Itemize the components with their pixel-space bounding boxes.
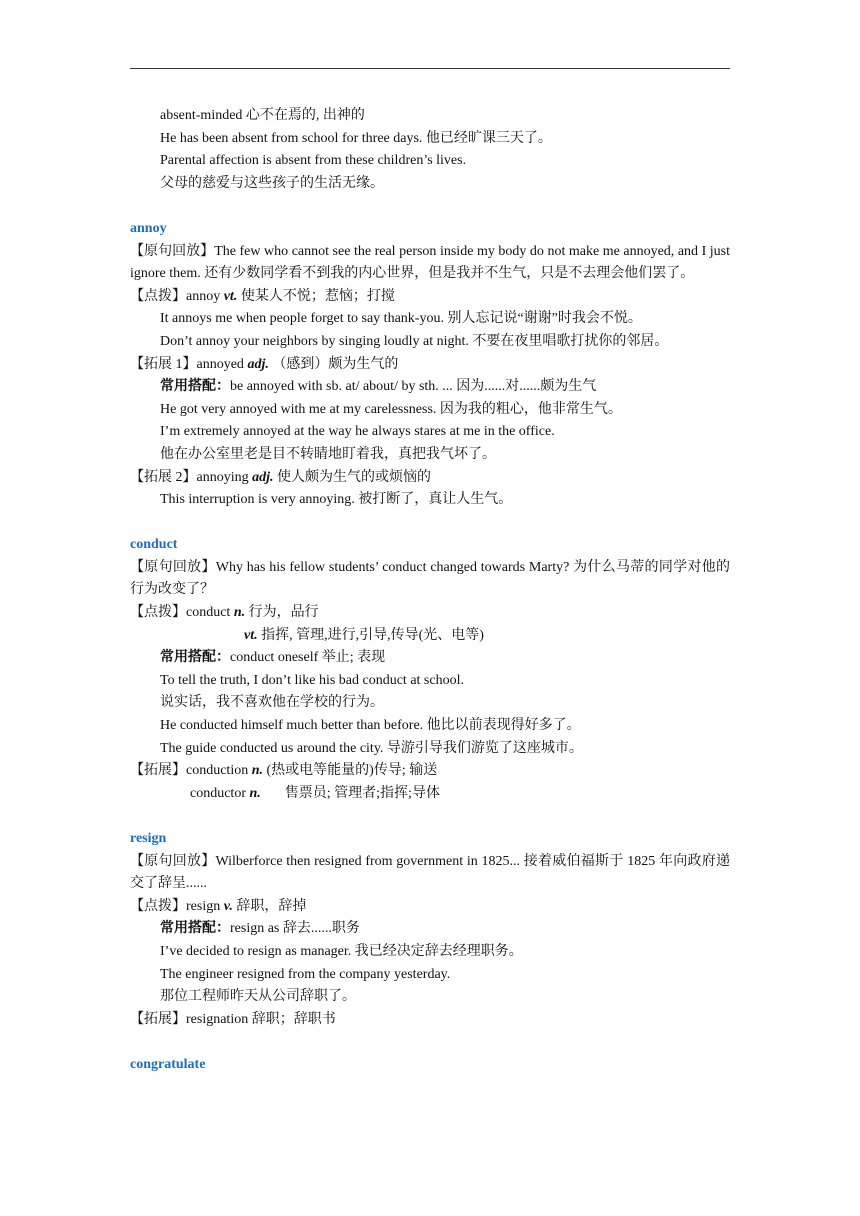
extension-word: conductor [190,785,250,801]
tip-word: annoy [186,288,224,304]
tip-tag: 【点拨】 [130,288,186,304]
extension-tag: 【拓展】 [130,1011,186,1027]
example-sentence: He conducted himself much better than before. 他比以前表现得好多了。 [160,718,581,734]
example-sentence: It annoys me when people forget to say thank-you. 别人忘记说“谢谢”时我会不悦。 [160,311,642,327]
collocation-line [130,376,730,399]
collocation-line [130,918,730,941]
example-sentence: This interruption is very annoying. 被打断了，真让人生气。 [160,492,513,508]
extension-tag: 【拓展】 [130,763,186,779]
example-translation: 那位工程师昨天从公司辞职了。 [160,989,356,1005]
entry-heading-conduct: conduct [130,537,178,553]
part-of-speech: adj. [252,469,274,485]
part-of-speech: vt. [244,627,258,643]
extension-definition: 售票员; 管理者;指挥;导体 [284,785,440,801]
tip-line [130,602,730,625]
tip-tag: 【点拨】 [130,605,186,621]
extension-tag: 【拓展 1】 [130,356,197,372]
example-sentence: He has been absent from school for three days. 他已经旷课三天了。 [160,130,552,146]
part-of-speech: n. [251,763,264,779]
collocation-label: 常用搭配： [160,650,230,666]
collocation-line [130,647,730,670]
original-sentence [130,557,730,602]
example-translation: 父母的慈爱与这些孩子的生活无缘。 [160,175,384,191]
tip-line [130,286,730,309]
extension-definition: 使人颇为生气的或烦恼的 [273,469,431,485]
collocation-text: resign as 辞去......职务 [230,921,360,937]
original-text: Why has his fellow students’ conduct changed towards Marty? 为什么马蒂的同学对他的行为改变了？ [130,559,731,598]
tip-line-2 [130,625,730,648]
tip-definition: 行为，品行 [245,605,319,621]
extension-line [130,354,730,377]
entry-heading-resign: resign [130,831,167,846]
original-tag: 【原句回放】 [130,853,216,869]
document-body [130,105,730,1077]
tip-word: resign [186,898,224,914]
part-of-speech: vt. [223,288,238,304]
tip-definition: 使某人不悦；惹恼；打搅 [237,288,395,304]
tip-tag: 【点拨】 [130,898,186,914]
collocation-text: conduct oneself 举止; 表现 [230,650,386,666]
collocation-label: 常用搭配： [160,921,230,937]
original-sentence [130,241,730,286]
part-of-speech: n. [249,785,261,801]
tip-definition: 辞职，辞掉 [232,898,307,914]
example-sentence: I’m extremely annoyed at the way he always stares at me in the office. [160,424,555,440]
tip-word: conduct [186,605,234,621]
extension-word: annoying [196,469,253,485]
example-translation: 说实话，我不喜欢他在学校的行为。 [160,695,384,711]
extension-line [130,760,730,783]
extension-word: annoyed [196,356,248,372]
example-sentence: He got very annoyed with me at my carelessness. 因为我的粗心，他非常生气。 [160,401,622,417]
extension-definition: （感到）颇为生气的 [268,356,399,372]
example-translation: 他在办公室里老是目不转睛地盯着我，真把我气坏了。 [160,446,496,462]
collocation-text: be annoyed with sb. at/ about/ by sth. ... 因为......对......颇为生气 [230,379,597,395]
original-text: Wilberforce then resigned from government in 1825... 接着威伯福斯于 1825 年向政府递交了辞呈...... [130,853,730,892]
part-of-speech: adj. [247,356,269,372]
original-tag: 【原句回放】 [130,559,216,575]
part-of-speech: v. [223,898,233,914]
original-tag: 【原句回放】 [130,243,215,259]
entry-heading-congratulate: congratulate [130,1056,206,1072]
extension-line-2 [130,783,730,806]
example-sentence: The guide conducted us around the city. 导游引导我们游览了这座城市。 [160,740,583,756]
original-text: The few who cannot see the real person inside my body do not make me annoyed, and I just ignore them. 还有少数同学看不到我的内心世界，但是我并不生气，只是不去理会他们罢了。 [130,243,730,282]
tip-line [130,896,730,919]
original-sentence [130,851,730,896]
tip-definition: 指挥, 管理,进行,引导,传导(光、电等) [257,627,484,643]
example-sentence: To tell the truth, I don’t like his bad conduct at school. [160,672,464,688]
extension-word: conduction [186,763,252,779]
extension-line [130,1009,730,1032]
text-line: absent-minded 心不在焉的, 出神的 [160,108,365,123]
collocation-label: 常用搭配： [160,379,230,395]
extension-definition: (热或电等能量的)传导; 输送 [263,763,438,779]
example-sentence: Don’t annoy your neighbors by singing loudly at night. 不要在夜里唱歌打扰你的邻居。 [160,333,669,349]
extension-text: resignation 辞职；辞职书 [186,1011,336,1027]
extension-line [130,467,730,490]
header-rule [130,68,730,69]
example-sentence: I’ve decided to resign as manager. 我已经决定辞去经理职务。 [160,943,523,959]
extension-tag: 【拓展 2】 [130,469,197,485]
example-sentence: The engineer resigned from the company yesterday. [160,966,451,982]
entry-heading-annoy: annoy [130,220,167,236]
part-of-speech: n. [233,605,246,621]
example-sentence: Parental affection is absent from these children’s lives. [160,153,467,169]
